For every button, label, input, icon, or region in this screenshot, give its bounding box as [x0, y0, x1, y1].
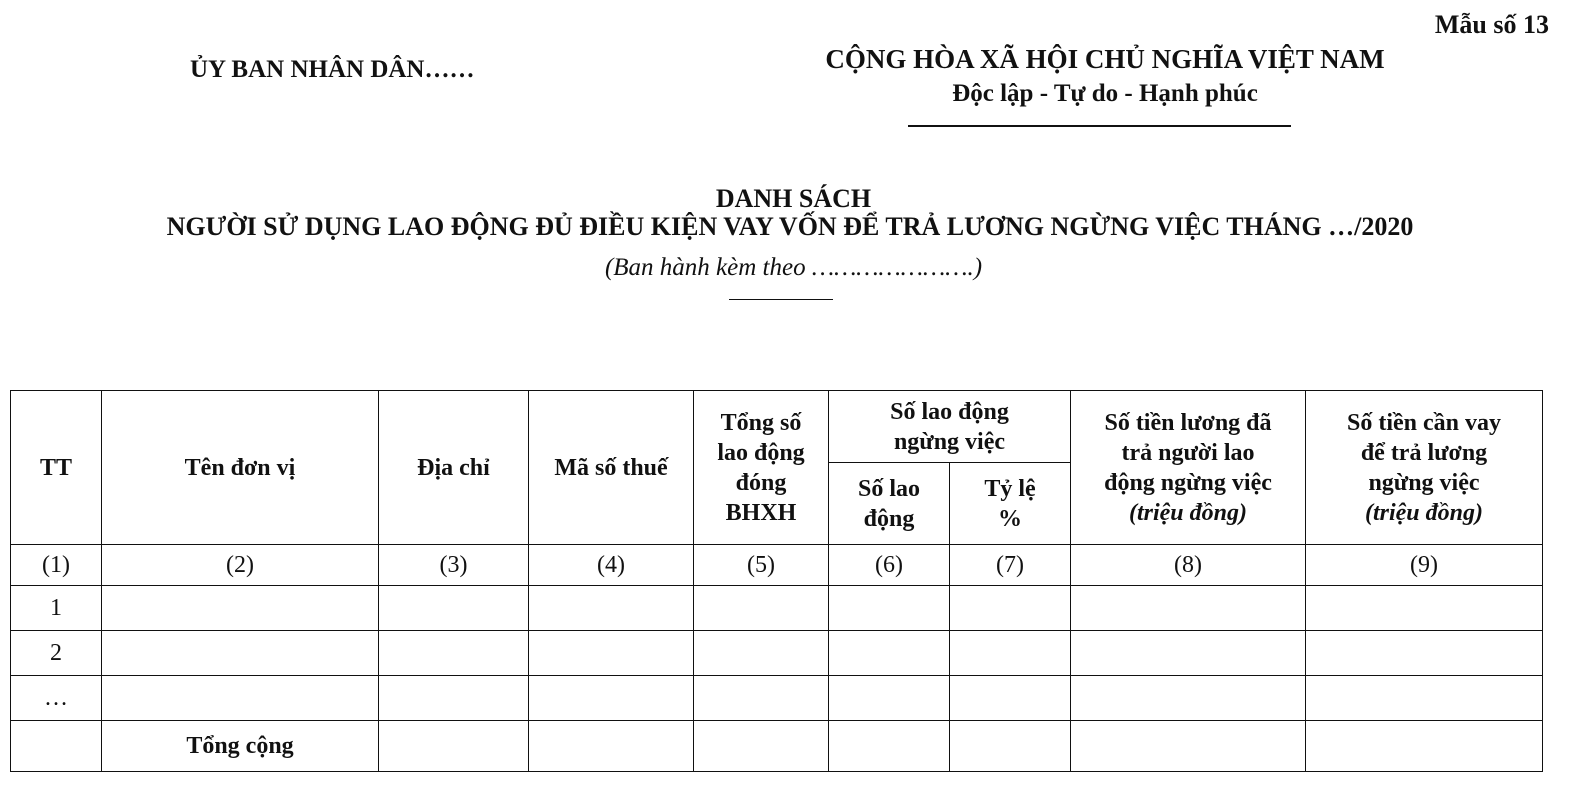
- cell-address: [379, 676, 529, 721]
- cell-unit-name: [102, 586, 379, 631]
- cell-suspended-count: [829, 631, 950, 676]
- cell-loan-needed: [1306, 721, 1543, 772]
- form-number: Mẫu số 13: [1434, 10, 1549, 39]
- header-suspended-group: Số lao động ngừng việc: [829, 391, 1071, 463]
- total-row: [11, 721, 1543, 772]
- header-tt: TT: [11, 391, 102, 545]
- cell-tax-code: [529, 631, 694, 676]
- cell-tax-code: [529, 721, 694, 772]
- cell-wages-paid: [1071, 586, 1306, 631]
- row-number: 2: [11, 631, 102, 676]
- cell-loan-needed: [1306, 676, 1543, 721]
- total-label: Tổng cộng: [102, 721, 379, 772]
- column-index: (6): [829, 545, 950, 586]
- cell-ratio: [950, 631, 1071, 676]
- cell-loan-needed: [1306, 631, 1543, 676]
- column-index: (9): [1306, 545, 1543, 586]
- motto-underline: [908, 125, 1291, 127]
- cell-ratio: [950, 721, 1071, 772]
- header-tax-code: Mã số thuế: [529, 391, 694, 545]
- document-title: DANH SÁCH: [715, 184, 872, 213]
- cell-address: [379, 631, 529, 676]
- table-row: [11, 676, 1543, 721]
- row-number: 1: [11, 586, 102, 631]
- column-index: (3): [379, 545, 529, 586]
- cell-ratio: [950, 676, 1071, 721]
- cell-total-insured: [694, 586, 829, 631]
- cell-suspended-count: [829, 586, 950, 631]
- cell-unit-name: [102, 631, 379, 676]
- document-subtitle: NGƯỜI SỬ DỤNG LAO ĐỘNG ĐỦ ĐIỀU KIỆN VAY VỐN ĐỂ TRẢ LƯƠNG NGỪNG VIỆC THÁNG …/2020: [166, 212, 1414, 241]
- cell-total-insured: [694, 721, 829, 772]
- cell-tax-code: [529, 586, 694, 631]
- national-motto: Độc lập - Tự do - Hạnh phúc: [952, 80, 1258, 107]
- cell-suspended-count: [829, 676, 950, 721]
- cell-tax-code: [529, 676, 694, 721]
- column-index: (5): [694, 545, 829, 586]
- cell-wages-paid: [1071, 631, 1306, 676]
- header-ratio: Tỷ lệ %: [950, 463, 1071, 545]
- column-index: (8): [1071, 545, 1306, 586]
- total-row-number: [11, 721, 102, 772]
- cell-address: [379, 586, 529, 631]
- column-index: (2): [102, 545, 379, 586]
- cell-address: [379, 721, 529, 772]
- column-index: (1): [11, 545, 102, 586]
- issued-underline: [729, 299, 833, 300]
- header-total-insured: Tổng số lao động đóng BHXH: [694, 391, 829, 545]
- committee-name: ỦY BAN NHÂN DÂN……: [190, 56, 475, 83]
- cell-suspended-count: [829, 721, 950, 772]
- column-index: (4): [529, 545, 694, 586]
- header-unit-name: Tên đơn vị: [102, 391, 379, 545]
- header-loan-needed: Số tiền cần vay để trả lương ngừng việc (triệu đồng): [1306, 391, 1543, 545]
- header-wages-paid: Số tiền lương đã trả người lao động ngừng việc (triệu đồng): [1071, 391, 1306, 545]
- cell-wages-paid: [1071, 676, 1306, 721]
- table-row: [11, 631, 1543, 676]
- issued-with-note: (Ban hành kèm theo ………………….): [604, 254, 983, 281]
- column-index-row: [11, 545, 1543, 586]
- row-number: …: [11, 676, 102, 721]
- header-address: Địa chỉ: [379, 391, 529, 545]
- cell-unit-name: [102, 676, 379, 721]
- table-row: [11, 586, 1543, 631]
- cell-total-insured: [694, 631, 829, 676]
- cell-loan-needed: [1306, 586, 1543, 631]
- column-index: (7): [950, 545, 1071, 586]
- employer-list-table: [10, 390, 1543, 772]
- republic-name: CỘNG HÒA XÃ HỘI CHỦ NGHĨA VIỆT NAM: [825, 44, 1385, 74]
- cell-wages-paid: [1071, 721, 1306, 772]
- cell-total-insured: [694, 676, 829, 721]
- header-suspended-count: Số lao động: [829, 463, 950, 545]
- cell-ratio: [950, 586, 1071, 631]
